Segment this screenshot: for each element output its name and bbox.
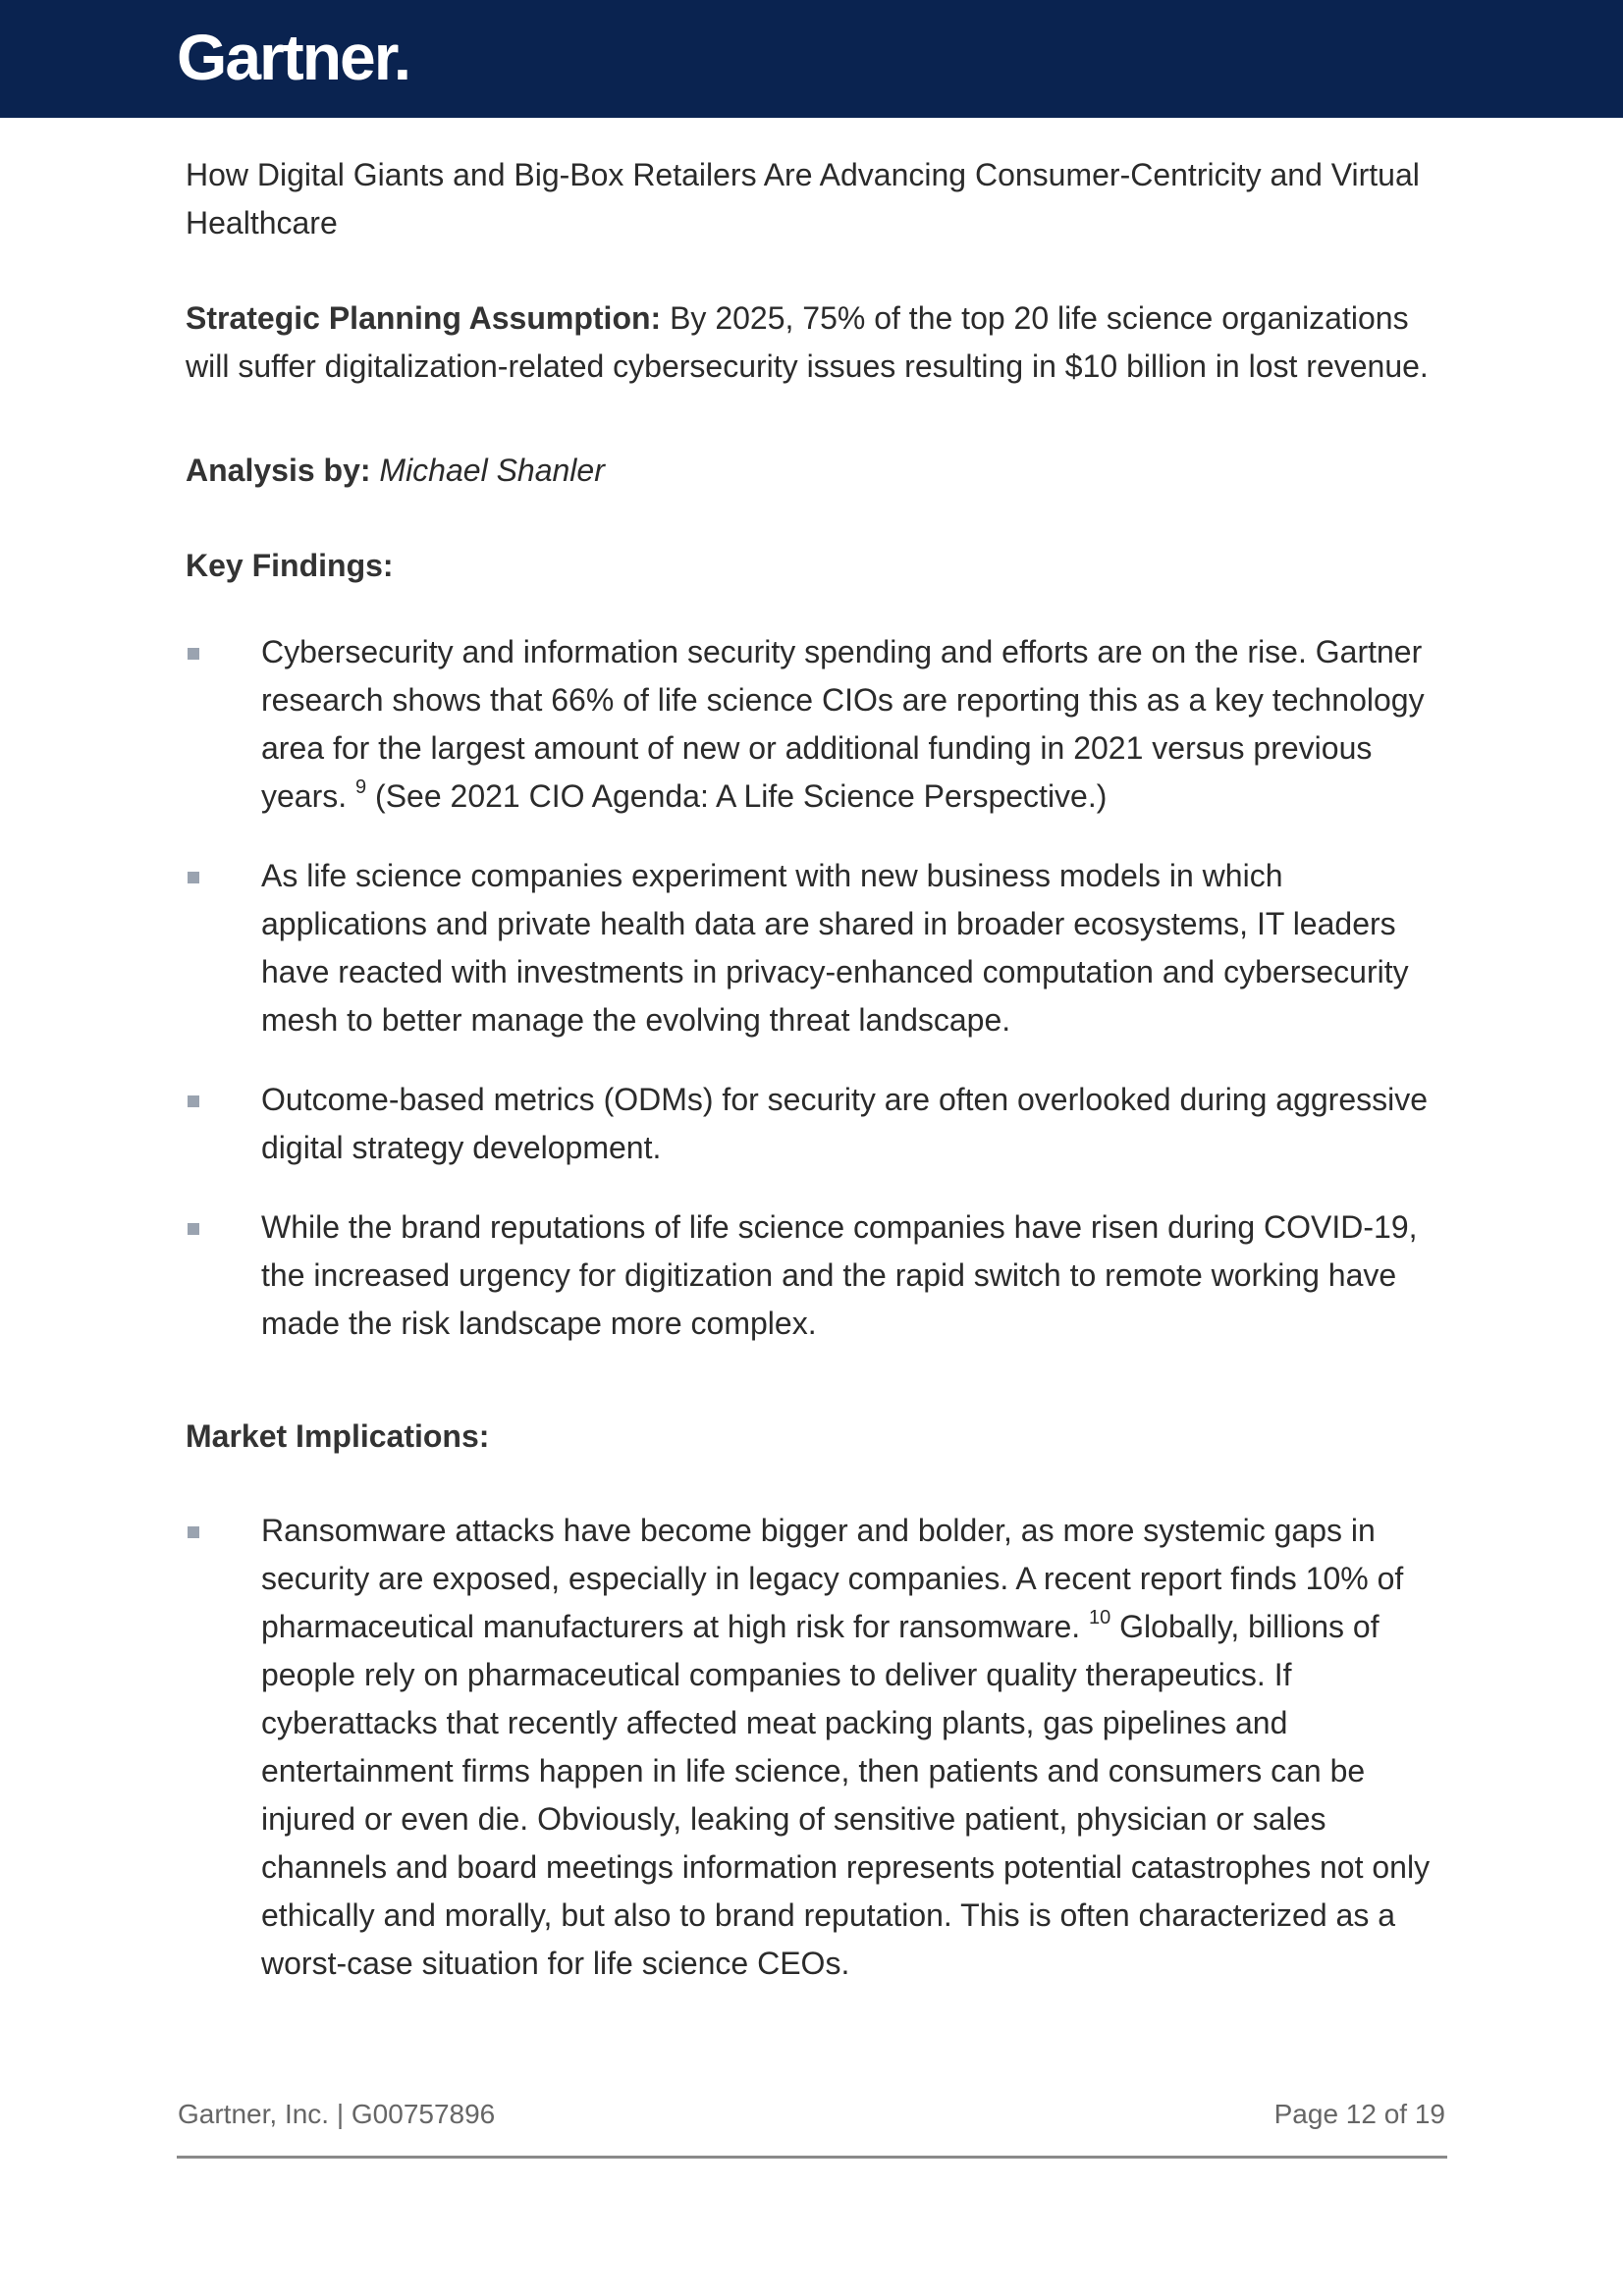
list-item-text-cont: Globally, billions of people rely on pharmaceutical companies to deliver quality therapeutics. If cyberattacks that recently affected meat packing plants, gas pipelines and entertainment firms happen in life science, then patients and consumers can be injured or even die. Obviously, leaking of sensitive patient, physician or sales channels and board meetings information represents potential catastrophes not only ethically and morally, but also to brand reputation. This is often characterized as a worst-case situation for life science CEOs. xyxy=(261,1609,1431,1981)
market-implications-list xyxy=(186,1507,1452,1988)
list-item xyxy=(186,1203,1452,1348)
key-findings-list xyxy=(186,628,1452,1379)
header-bar xyxy=(0,0,1623,118)
key-findings-heading: Key Findings: xyxy=(186,548,394,583)
strategic-planning-assumption xyxy=(186,294,1452,391)
bullet-square-icon xyxy=(188,648,199,660)
footer-company-id: Gartner, Inc. | G00757896 xyxy=(178,2099,496,2129)
list-item-text: As life science companies experiment with new business models in which applications and private health data are shared in broader ecosystems, IT leaders have reacted with investments in privacy-enhanced computation and cybersecurity mesh to better manage the evolving threat landscape. xyxy=(261,858,1409,1038)
bullet-square-icon xyxy=(188,1095,199,1107)
document-title: How Digital Giants and Big-Box Retailers Are Advancing Consumer-Centricity and Virtual Healthcare xyxy=(186,157,1420,240)
footer-page-number: Page 12 of 19 xyxy=(1273,2099,1445,2129)
market-implications-heading: Market Implications: xyxy=(186,1418,490,1454)
bullet-square-icon xyxy=(188,872,199,883)
analysis-by xyxy=(186,447,1452,495)
list-item xyxy=(186,628,1452,821)
list-item xyxy=(186,852,1452,1044)
list-item-text: Outcome-based metrics (ODMs) for security are often overlooked during aggressive digital strategy development. xyxy=(261,1082,1429,1165)
list-item xyxy=(186,1076,1452,1172)
list-item-text-cont: (See 2021 CIO Agenda: A Life Science Perspective.) xyxy=(366,778,1108,814)
bullet-square-icon xyxy=(188,1223,199,1235)
footnote-ref: 10 xyxy=(1089,1607,1111,1629)
list-item-text: Cybersecurity and information security spending and efforts are on the rise. Gartner research shows that 66% of life science CIOs are reporting this as a key technology area for the largest amount of new or additional funding in 2021 versus previous years. xyxy=(261,634,1425,814)
footer-divider xyxy=(177,2156,1447,2159)
analysis-author: Michael Shanler xyxy=(379,453,605,488)
gartner-logo: Gartner. xyxy=(177,21,410,93)
spa-label: Strategic Planning Assumption: xyxy=(186,300,662,336)
spa-text: By 2025, 75% of the top 20 life science organizations will suffer digitalization-related cybersecurity issues resulting in $10 billion in lost revenue. xyxy=(186,300,1429,384)
footnote-ref: 9 xyxy=(355,776,367,798)
bullet-square-icon xyxy=(188,1526,199,1538)
list-item-text: Ransomware attacks have become bigger and bolder, as more systemic gaps in security are exposed, especially in legacy companies. A recent report finds 10% of pharmaceutical manufacturers at high risk for ransomware. xyxy=(261,1513,1404,1644)
analysis-label: Analysis by: xyxy=(186,453,371,488)
list-item xyxy=(186,1507,1452,1988)
list-item-text: While the brand reputations of life science companies have risen during COVID-19, the increased urgency for digitization and the rapid switch to remote working have made the risk landscape more complex. xyxy=(261,1209,1418,1341)
